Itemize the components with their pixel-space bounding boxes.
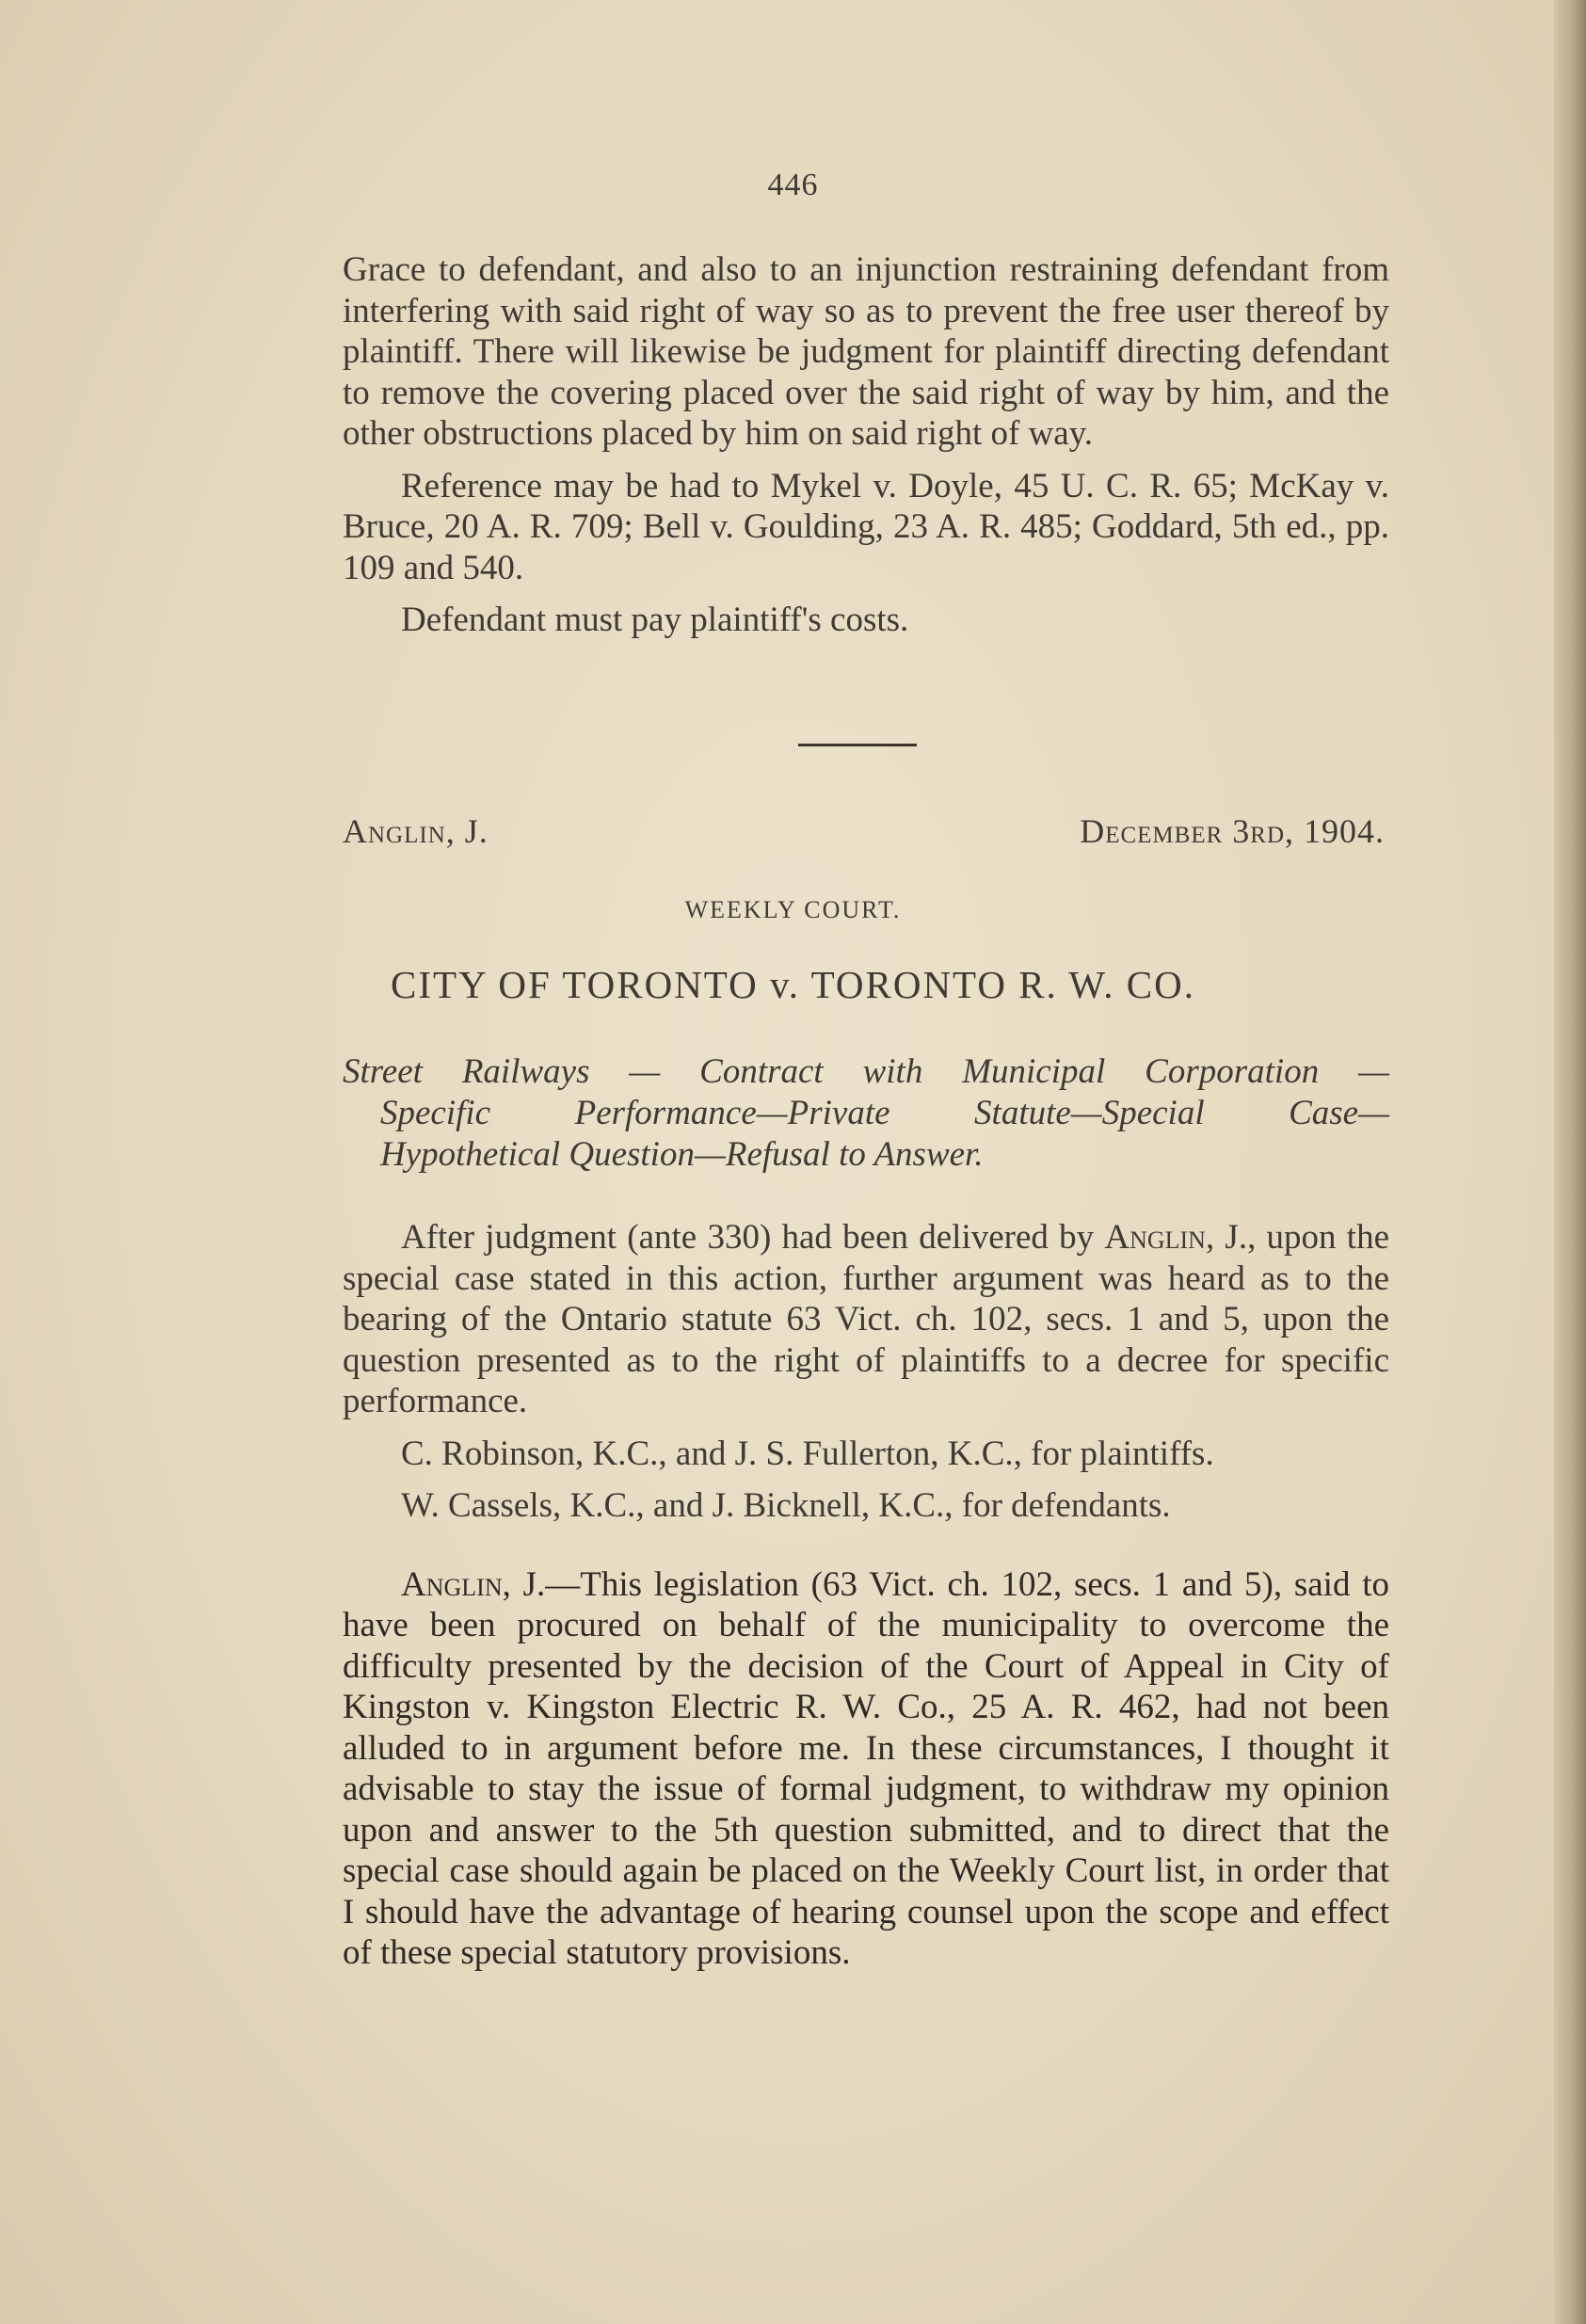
- headnote: [343, 1051, 1389, 1176]
- decision-date: December 3rd, 1904.: [1080, 812, 1385, 850]
- previous-case-conclusion: [343, 249, 1389, 641]
- judge-name: Anglin, J.: [343, 812, 489, 850]
- court-name: WEEKLY COURT.: [684, 896, 902, 923]
- section-divider: [798, 744, 917, 746]
- judgment-paragraph: [343, 1564, 1389, 1974]
- case-body: [343, 1217, 1389, 1974]
- carryover-paragraph: Grace to defendant, and also to an injunction restraining defendant from interfering with said right of way so as to prevent the free user thereof by plaintiff. There will likewise be judgment for plaintiff directing defendant to remove the covering placed over the said right of way by him, and the other obstructions placed by him on said right of way.: [343, 250, 1389, 453]
- judgment-judge: Anglin, J.: [401, 1564, 546, 1604]
- counsel-plaintiffs: C. Robinson, K.C., and J. S. Fullerton, K.C., for plaintiffs.: [401, 1434, 1214, 1473]
- judgment-text: —This legislation (63 Vict. ch. 102, secs. 1 and 5), said to have been procured on behalf of the municipality to overcome the difficulty presented by the decision of the Court of Appeal in City of Kingston v. Kingston Electric R. W. Co., 25 A. R. 462, had not been alluded to in argument before me. In these circumstances, I thought it advisable to stay the issue of formal judgment, to withdraw my opinion upon and answer to the 5th question submitted, and to direct that the special case should again be placed on the Weekly Court list, in order that I should have the advantage of hearing counsel upon the scope and effect of these special statutory provisions.: [343, 1564, 1389, 1972]
- costs-paragraph: Defendant must pay plaintiff's costs.: [401, 601, 909, 639]
- case-title: CITY OF TORONTO v. TORONTO R. W. CO.: [391, 963, 1195, 1006]
- headnote-line: Street Railways — Contract with Municipal Corporation —: [343, 1052, 1389, 1091]
- page-number: 446: [767, 168, 819, 202]
- headnote-line: Specific Performance—Private Statute—Special Case—: [380, 1094, 1389, 1132]
- statement-paragraph: [343, 1217, 1389, 1422]
- headnote-line: Hypothetical Question—Refusal to Answer.: [380, 1135, 984, 1174]
- statement-judge: Anglin, J.: [1104, 1218, 1248, 1257]
- reference-paragraph: Reference may be had to Mykel v. Doyle, 45 U. C. R. 65; McKay v. Bruce, 20 A. R. 709; Bell v. Goulding, 23 A. R. 485; Goddard, 5th ed., pp. 109 and 540.: [343, 466, 1389, 587]
- counsel-defendants: W. Cassels, K.C., and J. Bicknell, K.C., for defendants.: [401, 1486, 1171, 1525]
- statement-before: After judgment (ante 330) had been delivered by: [401, 1218, 1095, 1257]
- statement-after: , upon the special case stated in this action, further argument was heard as to the bearing of the Ontario statute 63 Vict. ch. 102, secs. 1 and 5, upon the question presented as to the right of plaintiffs to a decree for specific performance.: [343, 1218, 1389, 1420]
- page-gutter-shadow: [1554, 0, 1586, 2324]
